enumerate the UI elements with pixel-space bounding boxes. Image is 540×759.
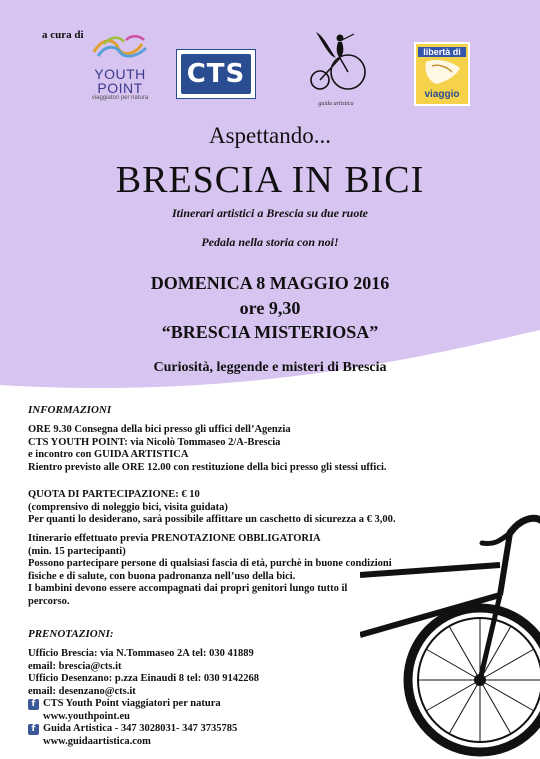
itinerario-line: fisiche e di salute, con buona padronanza nell’uso della bici. xyxy=(28,570,296,582)
event-name: “BRESCIA MISTERIOSA” xyxy=(161,322,379,342)
info-line: Rientro previsto alle ORE 12.00 con restituzione della bici presso gli stessi uffici. xyxy=(28,461,387,473)
event-time: ore 9,30 xyxy=(239,298,301,318)
quota-line: QUOTA DI PARTECIPAZIONE: € 10 xyxy=(28,489,200,500)
guida-website: www.guidaartistica.com xyxy=(43,735,151,747)
bicycle-illustration xyxy=(360,505,540,759)
info-section xyxy=(28,424,518,474)
subtitle: Itinerari artistici a Brescia su due ruote xyxy=(171,206,369,220)
youthpoint-logo xyxy=(80,34,160,104)
prenotazioni-line: email: brescia@cts.it xyxy=(28,660,122,672)
facebook-icon: f xyxy=(28,699,39,710)
event-description: Curiosità, leggende e misteri di Brescia xyxy=(153,360,387,375)
itinerario-line: percorso. xyxy=(28,595,70,607)
youthpoint-tagline: viaggiatori per natura xyxy=(91,95,149,101)
itinerario-line: I bambini devono essere accompagnati dai propri genitori lungo tutto il xyxy=(28,583,348,594)
angel-bicycle-icon xyxy=(300,28,372,100)
quota-line: Per quanti lo desiderano, sarà possibile affittare un caschetto di sicurezza a € 3,00. xyxy=(28,514,396,525)
quota-line: (comprensivo di noleggio bici, visita guidata) xyxy=(28,501,228,513)
info-heading: INFORMAZIONI xyxy=(28,404,112,416)
cts-logo-text: CTS xyxy=(186,59,246,89)
info-line: ORE 9.30 Consegna della bici presso gli uffici dell’Agenzia xyxy=(28,424,291,435)
aspettando-heading: Aspettando... xyxy=(208,123,331,148)
cts-logo xyxy=(176,49,256,99)
youthpoint-website: www.youthpoint.eu xyxy=(43,710,130,722)
youthpoint-swirl-icon xyxy=(90,34,150,62)
tagline: Pedala nella storia con noi! xyxy=(201,235,339,249)
a-cura-di-label: a cura di xyxy=(42,29,84,41)
guida-artistica-logo xyxy=(300,28,372,110)
liberta-di-viaggio-logo xyxy=(414,42,470,106)
youthpoint-word2: POINT xyxy=(97,80,143,96)
info-line: CTS YOUTH POINT: via Nicolò Tommaseo 2/A-Brescia xyxy=(28,436,281,448)
itinerario-line: Itinerario effettuato previa PRENOTAZIONE OBBLIGATORIA xyxy=(28,533,321,544)
liberta-line1: libertà di xyxy=(418,47,466,57)
info-line: e incontro con GUIDA ARTISTICA xyxy=(28,449,189,460)
prenotazioni-line: email: desenzano@cts.it xyxy=(28,685,136,697)
event-date: DOMENICA 8 MAGGIO 2016 xyxy=(150,273,390,293)
itinerario-line: (min. 15 partecipanti) xyxy=(28,545,126,557)
prenotazioni-line: Ufficio Brescia: via N.Tommaseo 2A tel: 030 41889 xyxy=(28,648,254,659)
prenotazioni-line: Ufficio Desenzano: p.zza Einaudi 8 tel: 030 9142268 xyxy=(28,673,259,684)
prenotazioni-heading: PRENOTAZIONI: xyxy=(28,628,114,640)
liberta-line2: viaggio xyxy=(424,89,460,100)
facebook-youthpoint-text: CTS Youth Point viaggiatori per natura xyxy=(43,698,221,709)
youthpoint-word1: YOUTH xyxy=(94,66,146,82)
guida-artistica-caption: guida artistica xyxy=(318,101,354,107)
page-title: BRESCIA IN BICI xyxy=(115,159,425,201)
facebook-icon: f xyxy=(28,724,39,735)
facebook-guida-text: Guida Artistica - 347 3028031- 347 3735785 xyxy=(43,723,238,734)
itinerario-line: Possono partecipare persone di qualsiasi fascia di età, purchè in buone condizioni xyxy=(28,558,392,569)
